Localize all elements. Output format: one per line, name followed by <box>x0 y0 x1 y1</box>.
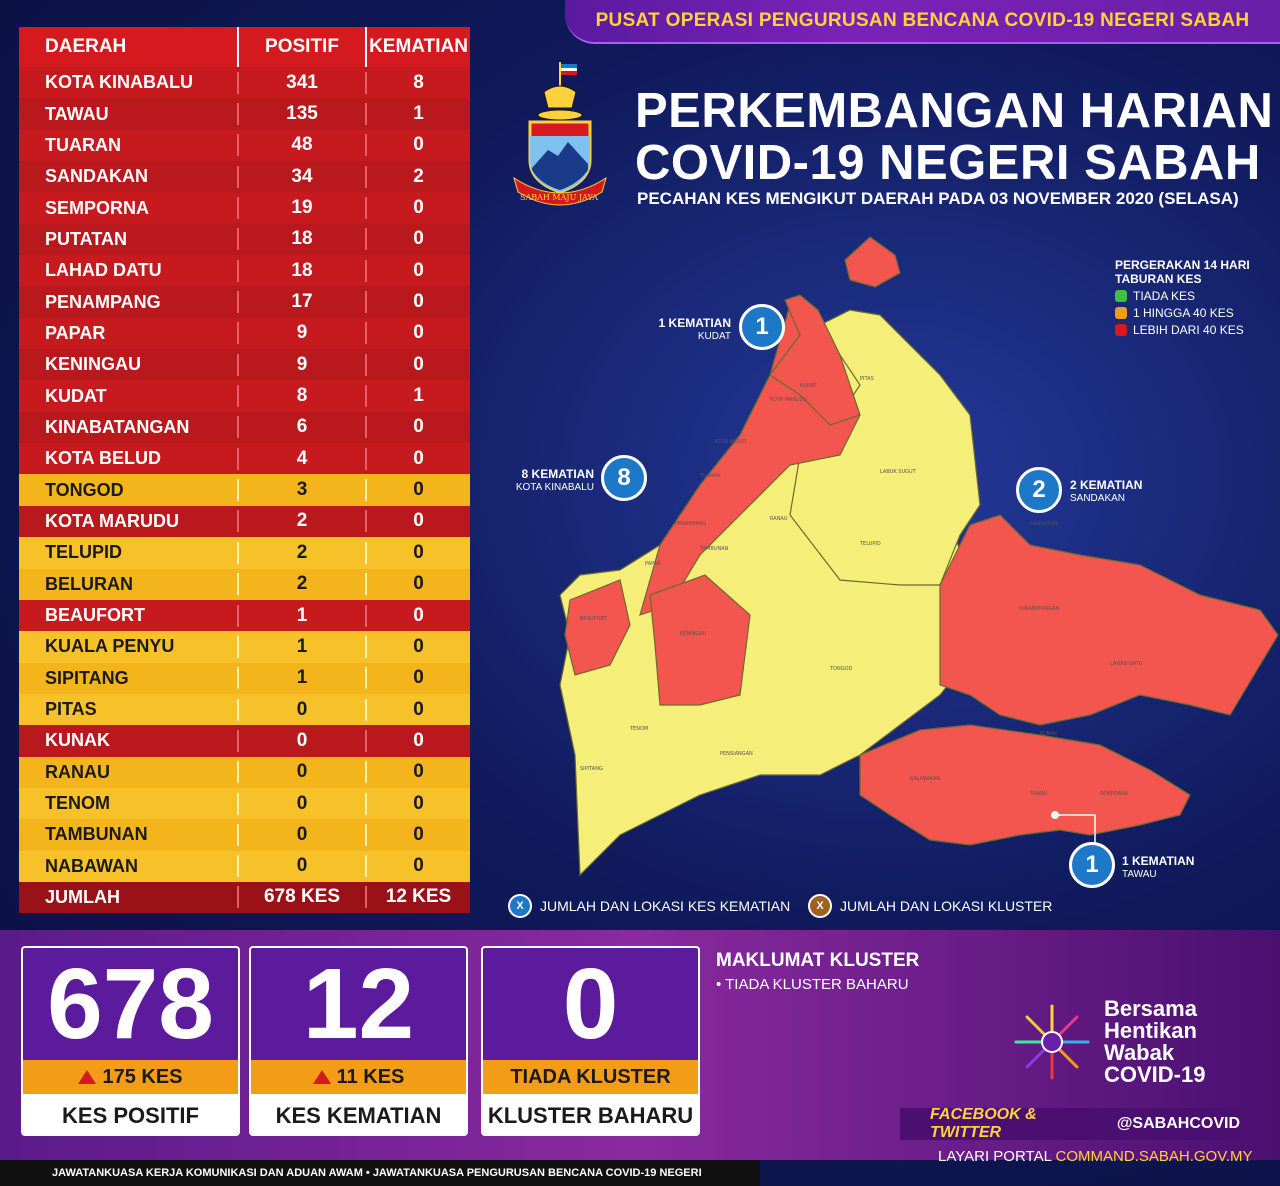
map-label-labuk-sugut: LABUK SUGUT <box>880 469 916 475</box>
map-label-sipitang: SIPITANG <box>580 766 603 772</box>
cell-daerah: TAWAU <box>45 103 109 124</box>
cell-positif: 0 <box>237 793 365 815</box>
cell-daerah: PENAMPANG <box>45 291 161 312</box>
legend-red-icon <box>1115 324 1127 336</box>
cell-positif: 19 <box>237 197 365 219</box>
legend-green-icon <box>1115 290 1127 302</box>
map-label-telupid: TELUPID <box>860 541 881 547</box>
table-row <box>19 443 470 474</box>
portal-url[interactable]: COMMAND.SABAH.GOV.MY <box>1055 1148 1253 1165</box>
map-label-keningau: KENINGAU <box>680 631 707 637</box>
map-label-beaufort: BEAUFORT <box>580 616 607 622</box>
header-kematian: KEMATIAN <box>365 27 470 67</box>
footer-kematian: 12 KES <box>365 886 470 908</box>
map-label-tenom: TENOM <box>630 726 649 732</box>
footer-bar <box>0 1160 760 1186</box>
cell-positif: 6 <box>237 416 365 438</box>
cell-positif: 2 <box>237 542 365 564</box>
cell-positif: 8 <box>237 385 365 407</box>
cell-kematian: 0 <box>365 197 470 219</box>
cell-kematian: 0 <box>365 322 470 344</box>
cell-positif: 18 <box>237 228 365 250</box>
virus-burst-icon <box>1012 1002 1092 1082</box>
footer-label: JUMLAH <box>45 886 120 907</box>
death-badge-sandakan: 2 <box>1016 467 1062 513</box>
table-row <box>19 663 470 694</box>
cell-daerah: TAMBUNAN <box>45 824 148 845</box>
cell-positif: 0 <box>237 761 365 783</box>
death-label-sandakan: 2 KEMATIAN SANDAKAN <box>1070 478 1143 504</box>
cell-daerah: TENOM <box>45 793 110 814</box>
table-row <box>19 318 470 349</box>
cell-positif: 1 <box>237 636 365 658</box>
cell-positif: 18 <box>237 260 365 282</box>
legend-item-low: 1 HINGGA 40 KES <box>1115 306 1250 320</box>
table-row <box>19 631 470 662</box>
table-row <box>19 192 470 223</box>
cluster-info-heading: MAKLUMAT KLUSTER <box>716 950 920 971</box>
stat-deaths-label: KES KEMATIAN <box>251 1094 466 1136</box>
table-row <box>19 349 470 380</box>
map-label-pitas: PITAS <box>860 376 874 382</box>
stat-positive-delta: 175 KES <box>23 1060 238 1094</box>
banner-text: PUSAT OPERASI PENGURUSAN BENCANA COVID-19 NEGERI SABAH <box>595 10 1250 31</box>
cell-daerah: NABAWAN <box>45 855 138 876</box>
cell-daerah: PUTATAN <box>45 228 127 249</box>
cell-daerah: KOTA KINABALU <box>45 72 193 93</box>
cell-daerah: KINABATANGAN <box>45 416 190 437</box>
up-arrow-icon <box>313 1070 331 1084</box>
social-bar <box>900 1108 1240 1140</box>
map-label-tongod: TONGOD <box>830 666 853 672</box>
death-label-tawau: 1 KEMATIAN TAWAU <box>1122 854 1195 880</box>
cell-kematian: 0 <box>365 448 470 470</box>
table-row <box>19 161 470 192</box>
table-row <box>19 380 470 411</box>
page-subtitle: PECAHAN KES MENGIKUT DAERAH PADA 03 NOVEMBER 2020 (SELASA) <box>637 189 1239 208</box>
table-body <box>19 67 470 882</box>
cell-positif: 17 <box>237 291 365 313</box>
header-daerah: DAERAH <box>45 36 127 57</box>
stat-deaths-delta: 11 KES <box>251 1060 466 1094</box>
cell-kematian: 0 <box>365 542 470 564</box>
stat-deaths-value: 12 <box>302 947 415 1060</box>
social-platforms: FACEBOOK & TWITTER <box>930 1106 1037 1141</box>
stat-deaths <box>249 946 468 1136</box>
cell-daerah: LAHAD DATU <box>45 260 162 281</box>
cluster-info <box>716 950 919 993</box>
legend-title-1: PERGERAKAN 14 HARI <box>1115 258 1250 272</box>
cell-kematian: 8 <box>365 72 470 94</box>
death-badge-kudat: 1 <box>739 304 785 350</box>
cell-kematian: 0 <box>365 260 470 282</box>
map-label-lahad-datu: LAHAD DATU <box>1110 661 1143 667</box>
cell-positif: 48 <box>237 134 365 156</box>
footer-text: JAWATANKUASA KERJA KOMUNIKASI DAN ADUAN AWAM • JAWATANKUASA PENGURUSAN BENCANA COVID-19 NEGERI <box>52 1167 702 1179</box>
cell-kematian: 0 <box>365 793 470 815</box>
map-label-kinabatangan: KINABATANGAN <box>1020 606 1060 612</box>
top-banner <box>565 0 1280 44</box>
cell-daerah: SEMPORNA <box>45 197 150 218</box>
table-row <box>19 255 470 286</box>
campaign-text: Bersama Hentikan Wabak COVID-19 <box>1104 996 1206 1087</box>
cell-kematian: 0 <box>365 416 470 438</box>
title-line-2: COVID-19 NEGERI SABAH <box>635 136 1261 190</box>
table-row <box>19 412 470 443</box>
cluster-key-icon: X <box>808 894 832 918</box>
cell-positif: 9 <box>237 322 365 344</box>
header-positif: POSITIF <box>237 27 365 67</box>
cell-daerah: KOTA MARUDU <box>45 510 179 531</box>
cell-daerah: KUALA PENYU <box>45 636 175 657</box>
cell-daerah: TELUPID <box>45 542 123 563</box>
legend-title-2: TABURAN KES <box>1115 272 1202 286</box>
footer-positif: 678 KES <box>237 886 365 908</box>
map-label-ranau: RANAU <box>770 516 788 522</box>
map-label-pensiangan: PENSIANGAN <box>720 751 753 757</box>
cell-daerah: KUNAK <box>45 730 110 751</box>
cell-positif: 2 <box>237 510 365 532</box>
map-label-sandakan: SANDAKAN <box>1030 521 1058 527</box>
cell-positif: 1 <box>237 667 365 689</box>
death-badge-kota-kinabalu: 8 <box>601 455 647 501</box>
crest-motto: SABAH MAJU JAYA <box>520 193 598 202</box>
map-label-tuaran: TUARAN <box>700 473 721 479</box>
cell-daerah: PITAS <box>45 699 97 720</box>
table-row <box>19 600 470 631</box>
cell-daerah: TONGOD <box>45 479 124 500</box>
district-table <box>19 27 470 913</box>
map-label-semporna: SEMPORNA <box>1100 791 1129 797</box>
table-row <box>19 537 470 568</box>
cell-kematian: 0 <box>365 291 470 313</box>
table-row <box>19 286 470 317</box>
table-row <box>19 98 470 129</box>
social-handle[interactable]: @SABAHCOVID <box>1116 1115 1240 1132</box>
table-row <box>19 819 470 850</box>
death-label-kudat: 1 KEMATIAN KUDAT <box>658 316 731 342</box>
cell-kematian: 0 <box>365 354 470 376</box>
cell-kematian: 1 <box>365 103 470 125</box>
map-red-banggi <box>845 237 900 287</box>
cell-kematian: 0 <box>365 636 470 658</box>
portal-link: LAYARI PORTAL COMMAND.SABAH.GOV.MY <box>938 1148 1253 1165</box>
cell-kematian: 0 <box>365 228 470 250</box>
cell-kematian: 0 <box>365 761 470 783</box>
stat-positive-label: KES POSITIF <box>23 1094 238 1136</box>
cell-kematian: 2 <box>365 166 470 188</box>
cell-positif: 0 <box>237 824 365 846</box>
map-label-tambunan: TAMBUNAN <box>700 546 729 552</box>
table-header <box>19 27 470 67</box>
map-label-kalabakan: KALABAKAN <box>910 776 941 782</box>
legend-orange-icon <box>1115 307 1127 319</box>
table-row <box>19 569 470 600</box>
map-key-clusters: X JUMLAH DAN LOKASI KLUSTER <box>808 894 1052 918</box>
up-arrow-icon <box>78 1070 96 1084</box>
table-row <box>19 757 470 788</box>
cell-kematian: 1 <box>365 385 470 407</box>
table-row <box>19 725 470 756</box>
cell-kematian: 0 <box>365 134 470 156</box>
death-badge-tawau: 1 <box>1069 842 1115 888</box>
cell-positif: 0 <box>237 855 365 877</box>
table-row <box>19 694 470 725</box>
map-label-penampang: PENAMPANG <box>675 521 707 527</box>
cell-daerah: PAPAR <box>45 322 106 343</box>
death-label-kota-kinabalu: 8 KEMATIAN KOTA KINABALU <box>515 467 594 493</box>
cell-positif: 0 <box>237 699 365 721</box>
table-row <box>19 67 470 98</box>
cell-positif: 3 <box>237 479 365 501</box>
map-label-kudat: KUDAT <box>800 383 817 389</box>
cell-daerah: KENINGAU <box>45 354 142 375</box>
cell-positif: 9 <box>237 354 365 376</box>
stat-clusters-label: KLUSTER BAHARU <box>483 1094 698 1136</box>
cell-positif: 2 <box>237 573 365 595</box>
cell-positif: 0 <box>237 730 365 752</box>
cell-daerah: TUARAN <box>45 134 121 155</box>
cell-positif: 135 <box>237 103 365 125</box>
stat-clusters-value: 0 <box>562 947 619 1060</box>
table-row <box>19 851 470 882</box>
table-row <box>19 224 470 255</box>
legend-item-none: TIADA KES <box>1115 289 1250 303</box>
legend-item-high: LEBIH DARI 40 KES <box>1115 323 1250 337</box>
cell-kematian: 0 <box>365 730 470 752</box>
cell-daerah: RANAU <box>45 761 110 782</box>
table-row <box>19 130 470 161</box>
cell-daerah: KOTA BELUD <box>45 448 161 469</box>
table-footer <box>19 882 470 913</box>
table-row <box>19 506 470 537</box>
cell-kematian: 0 <box>365 824 470 846</box>
map-label-kota-belud: KOTA BELUD <box>715 439 747 445</box>
cell-positif: 34 <box>237 166 365 188</box>
page-title <box>635 85 1273 189</box>
cell-kematian: 0 <box>365 573 470 595</box>
cell-kematian: 0 <box>365 479 470 501</box>
cell-kematian: 0 <box>365 855 470 877</box>
stat-positive-value: 678 <box>47 947 214 1060</box>
cell-positif: 4 <box>237 448 365 470</box>
sabah-crest-icon <box>508 60 613 210</box>
cell-kematian: 0 <box>365 510 470 532</box>
map-label-kunak: KUNAK <box>1040 731 1058 737</box>
cell-kematian: 0 <box>365 667 470 689</box>
stat-clusters-delta: TIADA KLUSTER <box>483 1060 698 1094</box>
death-key-icon: X <box>508 894 532 918</box>
map-label-papar: PAPAR <box>645 561 661 567</box>
map-key-deaths: X JUMLAH DAN LOKASI KES KEMATIAN <box>508 894 790 918</box>
stat-positive <box>21 946 240 1136</box>
map-label-tawau: TAWAU <box>1030 791 1048 797</box>
map-legend <box>1115 258 1250 337</box>
map-red-southeast <box>860 725 1190 845</box>
cell-positif: 341 <box>237 72 365 94</box>
title-line-1: PERKEMBANGAN HARIAN <box>635 84 1274 138</box>
table-row <box>19 474 470 505</box>
stat-clusters <box>481 946 700 1136</box>
map-red-east <box>940 515 1278 725</box>
cluster-info-item: • TIADA KLUSTER BAHARU <box>716 976 909 993</box>
cell-positif: 1 <box>237 605 365 627</box>
cell-kematian: 0 <box>365 605 470 627</box>
cell-daerah: SIPITANG <box>45 667 129 688</box>
cell-daerah: KUDAT <box>45 385 107 406</box>
cell-daerah: BEAUFORT <box>45 605 145 626</box>
map-label-kota-marudu: KOTA MARUDU <box>770 397 807 403</box>
campaign-logo <box>1012 998 1205 1086</box>
cell-daerah: SANDAKAN <box>45 166 148 187</box>
table-row <box>19 788 470 819</box>
cell-kematian: 0 <box>365 699 470 721</box>
cell-daerah: BELURAN <box>45 573 133 594</box>
